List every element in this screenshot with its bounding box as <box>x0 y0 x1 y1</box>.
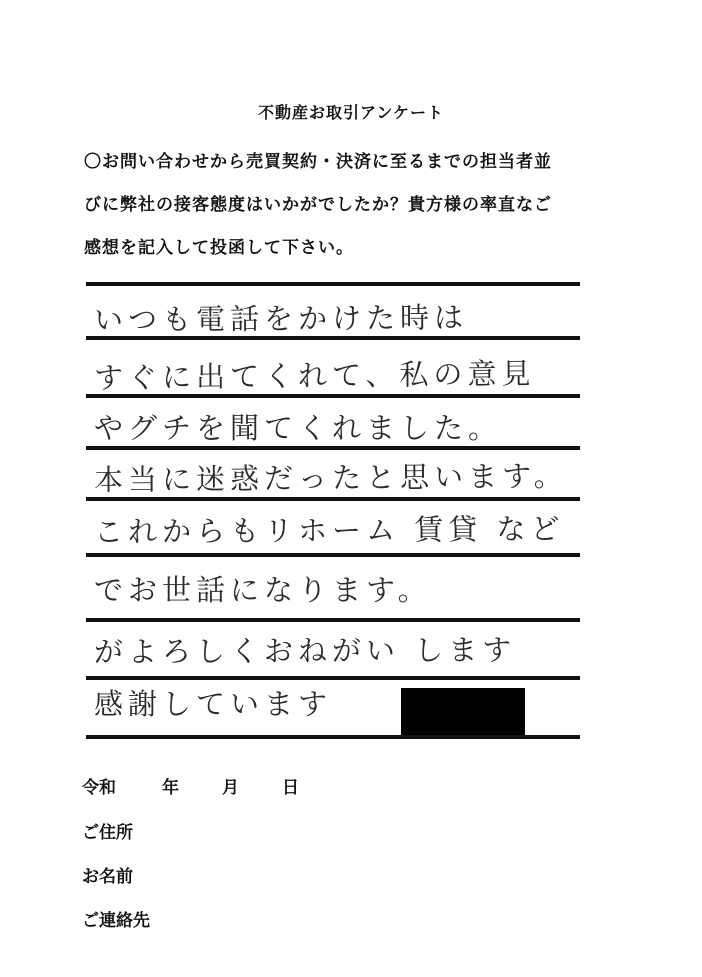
name-label: お名前 <box>82 867 133 887</box>
answer-rule-line <box>86 553 580 557</box>
question-line-2: びに弊社の接客態度はいかがでしたか？貴方様の率直なご <box>84 195 552 215</box>
survey-title: 不動産お取引アンケート <box>257 103 445 122</box>
answer-rule-line <box>86 735 580 739</box>
answer-rule-line <box>86 282 580 286</box>
answer-rule-line <box>86 618 580 622</box>
address-label: ご住所 <box>82 823 133 843</box>
handwritten-line-4: 本当に迷惑だったと思います。 <box>93 458 568 497</box>
contact-label: ご連絡先 <box>82 911 150 931</box>
handwritten-line-8: 感謝しています <box>94 687 333 721</box>
handwritten-line-3: やグチを聞てくれました。 <box>94 411 503 445</box>
redaction-block <box>401 688 525 735</box>
date-month-label: 月 <box>222 778 239 798</box>
answer-rule-line <box>86 676 580 680</box>
date-era-label: 令和 <box>82 778 116 798</box>
handwritten-line-5: これからもリホーム 賃貸 など <box>93 511 565 549</box>
handwritten-line-2: すぐに出てくれて、私の意見 <box>93 356 536 395</box>
handwritten-line-7: がよろしくおねがい します <box>93 632 517 669</box>
handwritten-line-1: いつも電話をかけた時は <box>93 300 469 337</box>
handwritten-line-6: でお世話になります。 <box>94 573 432 607</box>
date-year-label: 年 <box>162 778 179 798</box>
question-line-1: 〇お問い合わせから売買契約・決済に至るまでの担当者並 <box>84 152 552 172</box>
date-day-label: 日 <box>282 778 299 798</box>
question-line-3: 感想を記入して投函して下さい。 <box>84 238 354 258</box>
